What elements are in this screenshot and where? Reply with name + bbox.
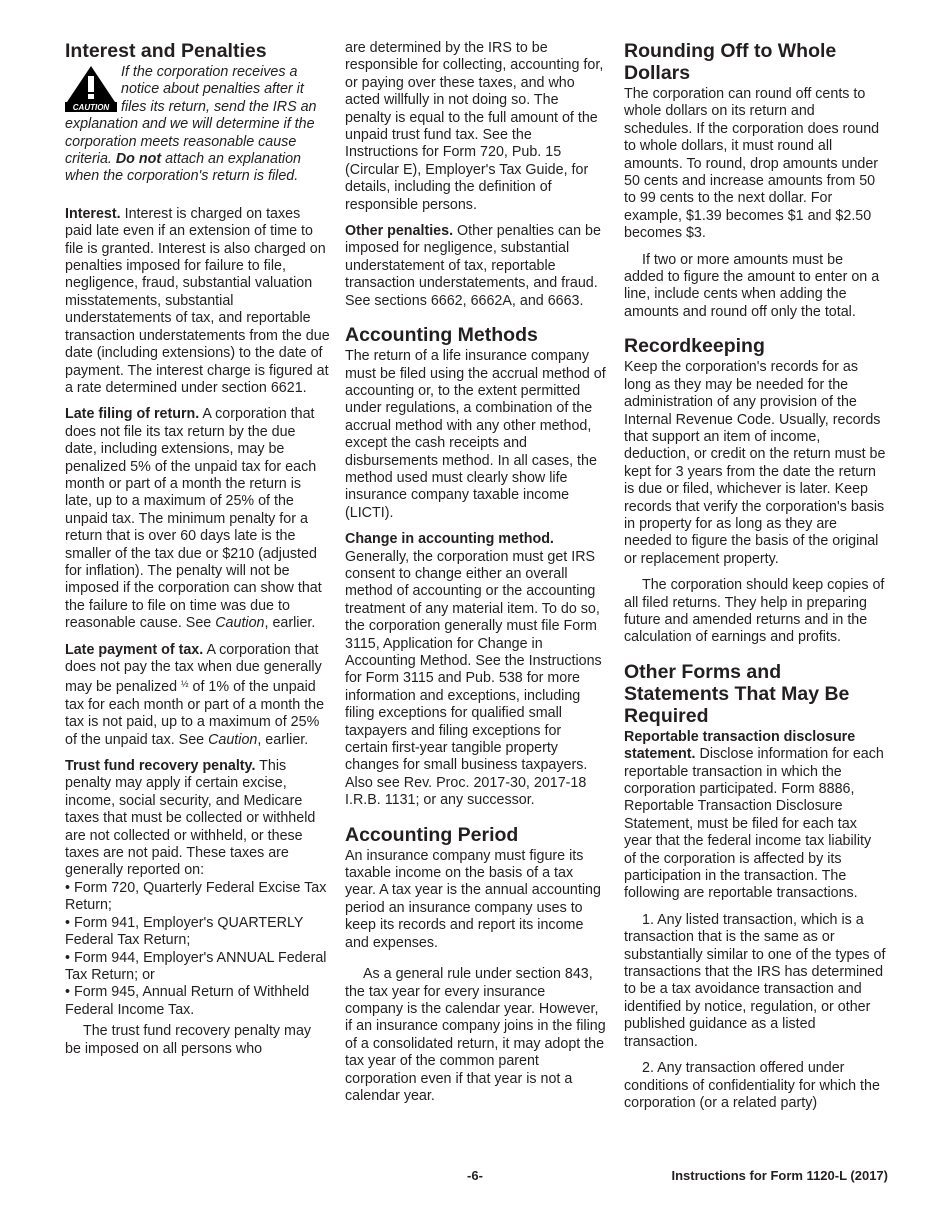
caution-warning-icon <box>65 64 117 112</box>
accounting-period-paragraph-1: An insurance company must figure its taxable income on the basis of a tax year. A tax year is the annual accounting period an insurance company uses to keep its records and report its income and expenses. <box>345 847 601 951</box>
listed-item-2: 2. Any transaction offered under conditions of confidentiality for which the corporation (or a related party) <box>624 1060 880 1111</box>
caution-note <box>65 64 330 186</box>
accounting-period-paragraph-2: As a general rule under section 843, the tax year for every insurance company is the calendar year. However, if an insurance company joins in the filing of a consolidated return, it may adopt the tax year of the common parent corporation even if that year is not a calendar year. <box>345 966 606 1104</box>
reportable-text: Disclose information for each reportable transaction in which the corporation participated. Form 8886, Reportable Transaction Disclosure Statement, must be filed for each tax year that the federal income tax liability of the corporation is affected by its participation in the transaction. The following are reportable transactions. <box>624 746 884 902</box>
late-payment-lead: Late payment of tax. <box>65 641 204 658</box>
trust-paragraph <box>65 758 330 880</box>
bullet-item: • Form 945, Annual Return of Withheld Federal Income Tax. <box>65 984 310 1018</box>
bullet-item: • Form 944, Employer's ANNUAL Federal Tax Return; or <box>65 949 327 983</box>
other-penalties-text: Other penalties can be imposed for negligence, substantial understatement of tax, reportable transaction understatements, and fraud. See sections 6662, 6662A, and 6663. <box>345 223 601 309</box>
heading-rounding: Rounding Off to Whole Dollars <box>624 40 837 84</box>
change-method-paragraph: Generally, the corporation must get IRS consent to change either an overall method of accounting or the accounting treatment of any material item. To do so, the corporation generally must file Form 3115, Application for Change in Accounting Method. See the Instructions for Form 3115 and Pub. 538 for more information and exceptions, including filing exceptions for qualified small taxpayers and filing exceptions for certain first-year tangible property changes for small business taxpayers. Also see Rev. Proc. 2017-30, 2017-18 I.R.B. 1131; or any successor. <box>345 548 602 809</box>
heading-other-forms: Other Forms and Statements That May Be Required <box>624 660 850 727</box>
late-filing-lead: Late filing of return. <box>65 406 200 423</box>
page-number: -6- <box>467 1168 483 1183</box>
late-payment-paragraph <box>65 642 330 749</box>
late-payment-text-1: A corporation that does not pay the tax when due generally may be penalized <box>65 641 322 696</box>
trust-lead: Trust fund recovery penalty. <box>65 758 256 775</box>
caution-text-2: attach an explanation when the corporation's return is filed. <box>65 151 302 185</box>
heading-recordkeeping: Recordkeeping <box>624 335 765 358</box>
heading-interest-penalties: Interest and Penalties <box>65 40 267 62</box>
change-method-lead: Change in accounting method. <box>345 531 554 548</box>
trust-final-paragraph: The trust fund recovery penalty may be imposed on all persons who <box>65 1023 312 1057</box>
caution-text-1: If the corporation receives a notice about penalties after it files its return, send the IRS an explanation and we will determine if the corporation meets reasonable cause criteria. <box>65 64 317 168</box>
accounting-methods-paragraph: The return of a life insurance company must be filed using the accrual method of accounting or, to the extent permitted under regulations, a combination of the accrual method with any other method, except the cash receipts and disbursements method. In all cases, the method used must clearly show life insurance company taxable income (LICTI). <box>345 348 606 521</box>
reportable-lead: Reportable transaction disclosure statement. <box>624 728 856 763</box>
column-2 <box>345 40 607 1114</box>
recordkeeping-paragraph-2: The corporation should keep copies of all filed returns. They help in preparing future and amended returns and in the calculation of earnings and profits. <box>624 577 885 646</box>
trust-text: This penalty may apply if certain excise, income, social security, and Medicare taxes that must be collected or withheld are not collected or withheld, or these taxes are not paid. These taxes are generally reported on: <box>65 758 316 879</box>
form-title-footer: Instructions for Form 1120-L (2017) <box>671 1168 888 1183</box>
late-payment-text-2: of 1% of the unpaid tax for each month or part of a month the tax is not paid, up to a maximum of 25% of the unpaid tax. See <box>65 679 325 748</box>
column-3 <box>624 40 886 1121</box>
late-filing-caution: Caution <box>215 615 265 632</box>
late-filing-paragraph <box>65 406 330 632</box>
column-1 <box>65 40 330 1067</box>
heading-accounting-period: Accounting Period <box>345 823 519 846</box>
reportable-paragraph <box>624 729 886 903</box>
recordkeeping-paragraph-1: Keep the corporation's records for as long as they may be needed for the administration of any provision of the Internal Revenue Code. Usually, records that support an item of income, deduction, or credit on the return must be kept for 3 years from the date the return is due or filed, whichever is later. Keep records that verify the corporation's basis in property for as long as they are needed to figure the basis of the original or replacement property. <box>624 359 886 567</box>
other-penalties-lead: Other penalties. <box>345 223 454 240</box>
bullet-item: • Form 941, Employer's QUARTERLY Federal Tax Return; <box>65 914 304 949</box>
interest-lead: Interest. <box>65 205 121 222</box>
late-payment-half: ½ <box>181 679 189 690</box>
bullet-item: • Form 720, Quarterly Federal Excise Tax Return; <box>65 879 327 914</box>
late-payment-end: , earlier. <box>257 731 309 748</box>
interest-paragraph <box>65 206 330 397</box>
listed-item-1: 1. Any listed transaction, which is a transaction that is the same as or substantially similar to one of the types of transactions that the IRS has determined to be a tax avoidance transaction and identified by notice, regulation, or other published guidance as a listed transaction. <box>624 911 886 1050</box>
heading-accounting-methods: Accounting Methods <box>345 324 538 347</box>
other-penalties-paragraph <box>345 223 607 310</box>
caution-label: CAUTION <box>72 103 110 112</box>
trust-continued-paragraph: are determined by the IRS to be responsible for collecting, accounting for, or paying over these taxes, and who acted willfully in not doing so. The penalty is equal to the full amount of the unpaid trust fund tax. See the Instructions for Form 720, Pub. 15 (Circular E), Employer's Tax Guide, for details, including the definition of responsible persons. <box>345 40 604 213</box>
rounding-paragraph-1: The corporation can round off cents to whole dollars on its return and schedules. If the corporation does round to whole dollars, it must round all amounts. To round, drop amounts under 50 cents and increase amounts from 50 to 99 cents to the next dollar. For example, $1.39 becomes $1 and $2.50 becomes $3. <box>624 86 880 242</box>
rounding-paragraph-2: If two or more amounts must be added to figure the amount to enter on a line, include cents when adding the amounts and round off only the total. <box>624 251 880 320</box>
interest-text: Interest is charged on taxes paid late even if an extension of time to file is granted. Interest is also charged on penalties imposed for failure to file, negligence, fraud, substantial valuation misstatements, substantial understatements of tax, and reportable transaction understatements from the due date (including extensions) to the date of payment. The interest charge is figured at a rate determined under section 6621. <box>65 205 330 396</box>
caution-bold: Do not <box>115 151 162 168</box>
late-payment-caution: Caution <box>208 731 258 748</box>
late-filing-text: A corporation that does not file its tax return by the due date, including extensions, may be penalized 5% of the unpaid tax for each month or part of a month the return is late, up to a maximum of 25% of the unpaid tax. The minimum penalty for a return that is over 60 days late is the smaller of the tax due or $210 (adjusted for inflation). The penalty will not be imposed if the corporation can show that the failure to file on time was due to reasonable cause. See <box>65 406 322 632</box>
late-filing-end: , earlier. <box>264 615 316 632</box>
change-method-lead-line <box>345 531 607 548</box>
